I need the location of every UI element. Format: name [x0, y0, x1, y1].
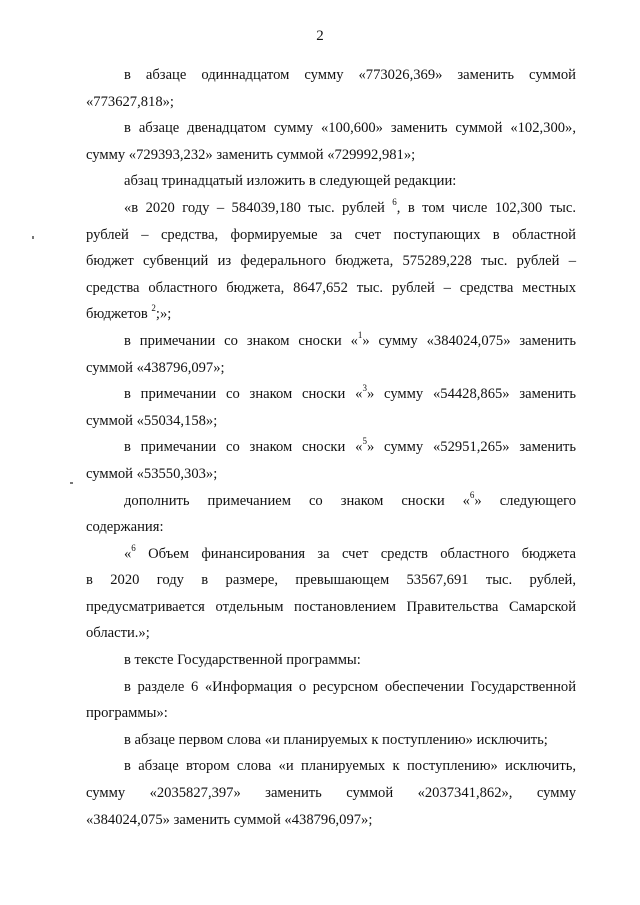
text-run: , в том числе 102,300 тыс.	[396, 199, 576, 216]
text-run: Объем финансирования за счет средств областного бюджета	[135, 545, 576, 562]
footnote-marker: 2	[151, 303, 156, 314]
footnote-marker: 6	[131, 542, 136, 553]
paragraph-line: программы»:	[86, 705, 168, 722]
paragraph-4	[86, 195, 576, 328]
paragraph-10	[86, 647, 576, 674]
paragraph-line: суммой «55034,158»;	[86, 412, 218, 429]
paragraph-line: в абзаце первом слова «и планируемых к поступлению» исключить;	[124, 731, 548, 748]
paragraph-line: суммой «53550,303»;	[86, 465, 218, 482]
paragraph-line: в абзаце двенадцатом сумму «100,600» заменить суммой «102,300»,	[124, 120, 576, 137]
paragraph-line: области.»;	[86, 625, 150, 642]
text-run: «в 2020 году – 584039,180 тыс. рублей	[124, 199, 385, 216]
paragraph-line: сумму «2035827,397» заменить суммой «2037341,862», сумму	[86, 785, 576, 802]
text-run: » следующего	[474, 492, 576, 509]
text-run: в примечании со знаком сноски «	[124, 386, 363, 403]
paragraph-line: суммой «438796,097»;	[86, 359, 225, 376]
text-run: ;»;	[155, 306, 172, 323]
paragraph-9	[86, 541, 576, 647]
paragraph-line: рублей – средства, формируемые за счет поступающих в областной	[86, 226, 576, 243]
text-run: в примечании со знаком сноски «	[124, 439, 363, 456]
paragraph-line: «773627,818»;	[86, 93, 174, 110]
paragraph-line: бюджет субвенций из федерального бюджета, 575289,228 тыс. рублей –	[86, 253, 576, 270]
paragraph-6	[86, 381, 576, 434]
paragraph-line: в абзаце одиннадцатом сумму «773026,369» заменить суммой	[124, 67, 576, 83]
paragraph-line: «384024,075» заменить суммой «438796,097»;	[86, 811, 373, 828]
text-run: » сумму «384024,075» заменить	[362, 332, 576, 349]
scan-speck	[70, 482, 73, 484]
paragraph-5	[86, 328, 576, 381]
paragraph-11	[86, 674, 576, 727]
paragraph-line: сумму «729393,232» заменить суммой «729992,981»;	[86, 146, 416, 163]
paragraph-line: абзац тринадцатый изложить в следующей редакции:	[124, 173, 457, 190]
paragraph-3	[86, 168, 576, 195]
paragraph-line: в разделе 6 «Информация о ресурсном обеспечении Государственной	[124, 678, 576, 695]
paragraph-line: в тексте Государственной программы:	[124, 652, 361, 669]
paragraph-line	[86, 301, 576, 328]
paragraph-8	[86, 488, 576, 541]
paragraph-line	[86, 381, 576, 408]
text-run: в примечании со знаком сноски «	[124, 332, 358, 349]
paragraph-line: средства областного бюджета, 8647,652 тыс. рублей – средства местных	[86, 279, 576, 296]
page-number: 2	[316, 28, 324, 44]
scan-speck	[32, 236, 34, 239]
footnote-marker: 6	[469, 489, 475, 500]
text-run: » сумму «52951,265» заменить	[366, 439, 577, 456]
paragraph-1	[86, 62, 576, 115]
text-run: » сумму «54428,865» заменить	[366, 386, 577, 403]
paragraph-line: в 2020 году в размере, превышающем 53567,691 тыс. рублей,	[86, 572, 576, 589]
paragraph-line	[86, 195, 576, 222]
paragraph-12	[86, 727, 576, 754]
text-run: дополнить примечанием со знаком сноски «	[124, 492, 470, 509]
paragraph-line: в абзаце втором слова «и планируемых к поступлению» исключить,	[124, 758, 576, 775]
paragraph-13	[86, 753, 576, 833]
text-run: «	[124, 545, 132, 562]
footnote-marker: 6	[392, 197, 397, 208]
paragraph-line: содержания:	[86, 519, 164, 536]
paragraph-line	[86, 541, 576, 568]
text-run: бюджетов	[86, 306, 148, 323]
document-body	[86, 62, 576, 833]
footnote-marker: 5	[362, 436, 367, 447]
paragraph-line: предусматривается отдельным постановлением Правительства Самарской	[86, 598, 576, 615]
paragraph-7	[86, 434, 576, 487]
footnote-marker: 3	[362, 383, 367, 394]
paragraph-line	[86, 434, 576, 461]
paragraph-2	[86, 115, 576, 168]
paragraph-line	[86, 328, 576, 355]
paragraph-line	[86, 488, 576, 515]
footnote-marker: 1	[357, 330, 363, 341]
